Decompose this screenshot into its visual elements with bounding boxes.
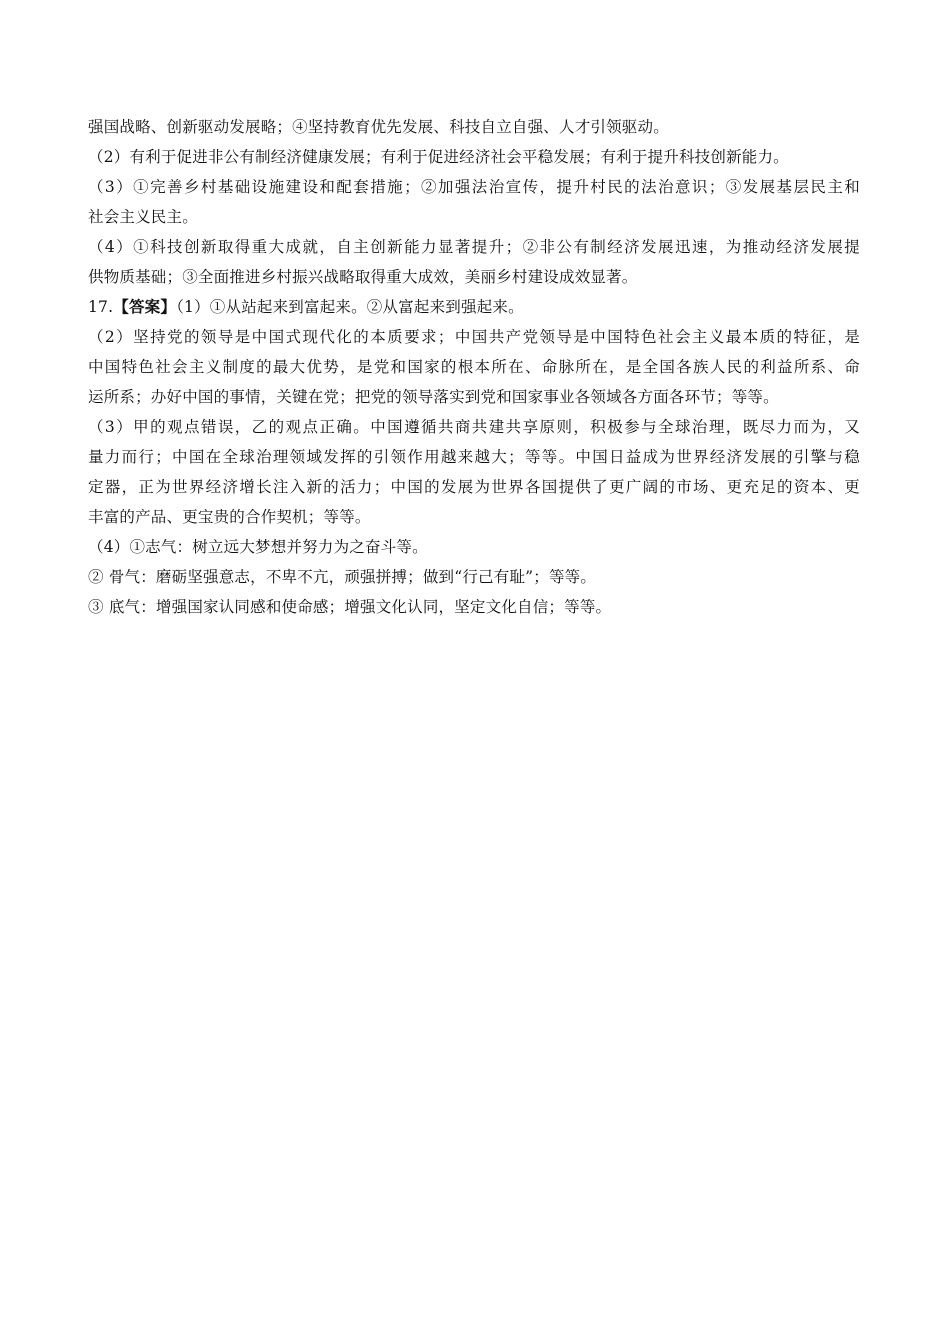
- answer-part-1: （1）①从站起来到富起来。②从富起来到强起来。: [176, 298, 524, 316]
- text-line: （3）①完善乡村基础设施建设和配套措施；②加强法治宣传，提升村民的法治意识；③发展基层民主和: [88, 178, 860, 196]
- text-line: 中国特色社会主义制度的最大优势，是党和国家的根本所在、命脉所在，是全国各族人民的利益所系、命: [88, 358, 860, 376]
- question-17-header: [88, 292, 860, 322]
- text-line: ③ 底气：增强国家认同感和使命感；增强文化认同，坚定文化自信；等等。: [88, 598, 612, 616]
- text-line: 社会主义民主。: [88, 208, 198, 226]
- text-line: （2）有利于促进非公有制经济健康发展；有利于促进经济社会平稳发展；有利于提升科技创新能力。: [88, 148, 789, 166]
- text-line: 供物质基础；③全面推进乡村振兴战略取得重大成效，美丽乡村建设成效显著。: [88, 268, 638, 286]
- text-line: 运所系；办好中国的事情，关键在党；把党的领导落实到党和国家事业各领域各方面各环节；等等。: [88, 388, 779, 406]
- text-line: ② 骨气：磨砺坚强意志，不卑不亢，顽强拼搏；做到“行己有耻”；等等。: [88, 568, 597, 586]
- question-number: 17.: [88, 298, 114, 316]
- answer-tag: 【答案】: [113, 297, 177, 316]
- text-line: 定器，正为世界经济增长注入新的活力；中国的发展为世界各国提供了更广阔的市场、更充足的资本、更: [88, 478, 860, 496]
- text-line: 丰富的产品、更宝贵的合作契机；等等。: [88, 508, 371, 526]
- text-line: （4）①科技创新取得重大成就，自主创新能力显著提升；②非公有制经济发展迅速，为推动经济发展提: [88, 238, 860, 256]
- text-line: （2）坚持党的领导是中国式现代化的本质要求；中国共产党领导是中国特色社会主义最本质的特征，是: [88, 328, 860, 346]
- text-line: 强国战略、创新驱动发展略；④坚持教育优先发展、科技自立自强、人才引领驱动。: [88, 118, 669, 136]
- text-line: 量力而行；中国在全球治理领域发挥的引领作用越来越大；等等。中国日益成为世界经济发展的引擎与稳: [88, 448, 860, 466]
- text-line: （3）甲的观点错误，乙的观点正确。中国遵循共商共建共享原则，积极参与全球治理，既尽力而为，又: [88, 418, 860, 436]
- answer-text-block: [88, 112, 860, 622]
- text-line: （4）①志气：树立远大梦想并努力为之奋斗等。: [88, 538, 428, 556]
